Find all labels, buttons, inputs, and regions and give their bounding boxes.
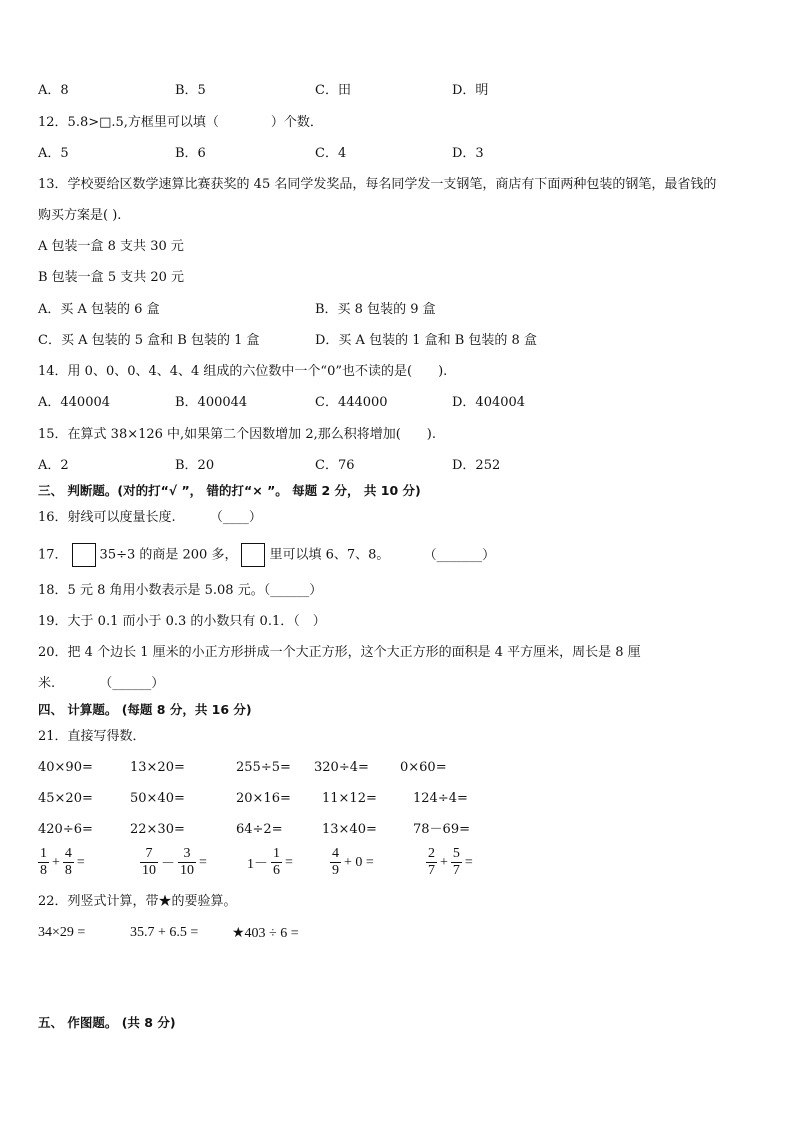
q15-option-a: A．2 bbox=[38, 458, 69, 473]
q17-box-2[interactable] bbox=[241, 543, 265, 567]
fraction: $\frac{7}{10}$ bbox=[142, 846, 156, 878]
q14-stem: 14．用 0、0、0、4、4、4 组成的六位数中一个“0”也不读的是( ). bbox=[38, 364, 448, 379]
q13-stem-line1: 13．学校要给区数学速算比赛获奖的 45 名同学发奖品，每名同学发一支钢笔，商店有下面两种包装的钢笔，最省钱的 bbox=[38, 177, 717, 192]
q18-text: 18．5 元 8 角用小数表示是 5.08 元。（______） bbox=[38, 583, 323, 598]
fraction: $\frac{3}{10}$ bbox=[180, 846, 194, 878]
q20-line2-text: 米. bbox=[38, 676, 56, 691]
fraction: $\frac{5}{7}$ bbox=[452, 846, 460, 878]
q16-answer-blank[interactable]: （____） bbox=[209, 510, 262, 525]
fraction: $\frac{4}{8}$ bbox=[64, 846, 72, 878]
section-3-heading: 三、 判断题。(对的打“√ ”， 错的打“× ”。 每题 2 分， 共 10 分) bbox=[38, 483, 421, 498]
fraction: $\frac{2}{7}$ bbox=[428, 846, 435, 878]
q13-package-a: A 包装一盒 8 支共 30 元 bbox=[38, 239, 184, 254]
q21-stem: 21．直接写得数． bbox=[38, 729, 146, 744]
q13-stem-line2: 购买方案是( ). bbox=[38, 208, 122, 223]
q17-number: 17． bbox=[38, 547, 68, 563]
q12-option-c: C．4 bbox=[315, 146, 347, 161]
q14-option-a: A．440004 bbox=[38, 395, 111, 410]
section-5-heading: 五、 作图题。 (共 8 分) bbox=[38, 1015, 176, 1030]
q16-line bbox=[38, 509, 262, 527]
q13-option-c: C．买 A 包装的 5 盒和 B 包装的 1 盒 bbox=[38, 333, 260, 348]
q17-box-1[interactable] bbox=[72, 543, 96, 567]
q16-text: 16．射线可以度量长度. bbox=[38, 510, 176, 525]
q15-stem: 15．在算式 38×126 中,如果第二个因数增加 2,那么积将增加( ). bbox=[38, 427, 436, 442]
q20-answer-blank[interactable]: （______） bbox=[99, 676, 165, 691]
q21-r3c1: 420÷6= bbox=[38, 822, 93, 837]
q21-fraction-3: 1－ $\frac{1}{6}$ = bbox=[247, 846, 293, 878]
q21-fraction-4: $\frac{4}{9}$ + 0 = bbox=[332, 846, 374, 878]
section-4-heading: 四、 计算题。 (每题 8 分，共 16 分) bbox=[38, 702, 252, 717]
q14-option-b: B．400044 bbox=[175, 395, 248, 410]
q13-package-b: B 包装一盒 5 支共 20 元 bbox=[38, 270, 185, 285]
q21-r1c1: 40×90= bbox=[38, 760, 93, 775]
q11-option-a: A．8 bbox=[38, 83, 69, 98]
q21-r1c2: 13×20= bbox=[130, 760, 185, 775]
q21-fraction-2: $\frac{7}{10}$ － $\frac{3}{10}$ = bbox=[142, 846, 207, 878]
q11-option-b: B．5 bbox=[175, 83, 206, 98]
q12-option-b: B．6 bbox=[175, 146, 206, 161]
q21-fraction-1: $\frac{1}{8}$ + $\frac{4}{8}$ = bbox=[40, 846, 85, 878]
q12-option-d: D．3 bbox=[452, 146, 484, 161]
q21-r3c2: 22×30= bbox=[130, 822, 185, 837]
q21-r3c3: 64÷2= bbox=[236, 822, 283, 837]
q22-stem: 22．列竖式计算，带★的要验算。 bbox=[38, 894, 237, 909]
q14-option-c: C．444000 bbox=[315, 395, 388, 410]
q21-r2c1: 45×20= bbox=[38, 791, 93, 806]
q21-r2c5: 124÷4= bbox=[413, 791, 468, 806]
q17-tail-text: 里可以填 6、7、8。 bbox=[269, 547, 390, 563]
q17-answer-blank[interactable]: （_______） bbox=[423, 547, 496, 563]
q21-r2c3: 20×16= bbox=[236, 791, 291, 806]
q17-line bbox=[38, 543, 495, 567]
q21-r3c4: 13×40= bbox=[322, 822, 377, 837]
q22-item-1: 34×29 = bbox=[38, 925, 86, 940]
q22-item-2: 35.7 + 6.5 = bbox=[130, 925, 199, 940]
q20-line2 bbox=[38, 675, 164, 693]
q21-r1c5: 0×60= bbox=[400, 760, 447, 775]
q13-option-b: B．买 8 包装的 9 盒 bbox=[315, 302, 436, 317]
q21-r1c3: 255÷5= bbox=[236, 760, 291, 775]
q15-option-b: B．20 bbox=[175, 458, 215, 473]
q11-option-d: D．明 bbox=[452, 83, 489, 98]
q12-option-a: A．5 bbox=[38, 146, 69, 161]
q19-text: 19．大于 0.1 而小于 0.3 的小数只有 0.1．（ ） bbox=[38, 614, 326, 629]
q21-r1c4: 320÷4= bbox=[314, 760, 369, 775]
q21-r3c5: 78－69= bbox=[413, 822, 470, 837]
fraction: $\frac{4}{9}$ bbox=[332, 846, 339, 878]
q13-option-a: A．买 A 包装的 6 盒 bbox=[38, 302, 160, 317]
fraction: $\frac{1}{8}$ bbox=[40, 846, 47, 878]
q21-r2c4: 11×12= bbox=[322, 791, 377, 806]
q15-option-d: D．252 bbox=[452, 458, 501, 473]
fraction: $\frac{1}{6}$ bbox=[273, 846, 280, 878]
q13-option-d: D．买 A 包装的 1 盒和 B 包装的 8 盒 bbox=[315, 333, 537, 348]
q21-r2c2: 50×40= bbox=[130, 791, 185, 806]
q21-fraction-5: $\frac{2}{7}$ + $\frac{5}{7}$ = bbox=[428, 846, 473, 878]
q15-option-c: C．76 bbox=[315, 458, 355, 473]
q12-stem: 12．5.8>□.5,方框里可以填（ ）个数． bbox=[38, 115, 323, 130]
q17-middle-text: 35÷3 的商是 200 多， bbox=[99, 547, 238, 563]
q14-option-d: D．404004 bbox=[452, 395, 526, 410]
q22-item-3: ★403 ÷ 6 = bbox=[232, 926, 299, 941]
q11-option-c: C．田 bbox=[315, 83, 351, 98]
q20-line1: 20．把 4 个边长 1 厘米的小正方形拼成一个大正方形，这个大正方形的面积是 4 平方厘米，周长是 8 厘 bbox=[38, 645, 641, 660]
